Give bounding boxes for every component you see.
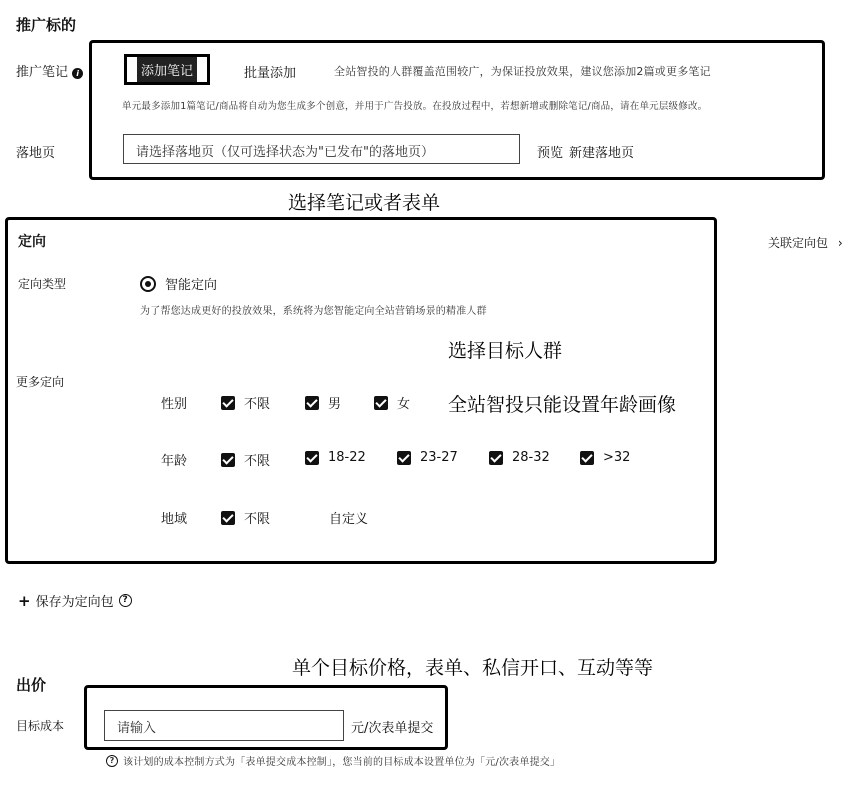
section-title-promo: 推广标的: [16, 16, 77, 34]
type-label: 定向类型: [18, 277, 67, 291]
landing-page-select[interactable]: [123, 134, 520, 164]
bid-tip: 该计划的成本控制方式为「表单提交成本控制」，您当前的目标成本设置单位为「元/次表单提交」: [123, 757, 561, 768]
gender-option-any[interactable]: [221, 393, 270, 412]
age-option-label: 不限: [244, 454, 271, 469]
landing-label: 落地页: [16, 146, 56, 161]
gender-option-label: 女: [397, 397, 411, 412]
smart-tip: 为了帮您达成更好的投放效果，系统将为您智能定向全站营销场景的精准人群: [140, 306, 487, 317]
annotation-age-only: 全站智投只能设置年龄画像: [448, 394, 677, 416]
gender-option-label: 不限: [244, 397, 271, 412]
gender-label: 性别: [161, 397, 188, 412]
info-icon[interactable]: i: [72, 68, 83, 79]
gender-option-label: 男: [328, 397, 342, 412]
gender-option-male[interactable]: [305, 393, 341, 412]
add-note-button[interactable]: [124, 54, 210, 85]
question-circle-icon[interactable]: ?: [119, 594, 132, 607]
linked-pack-label: 关联定向包: [768, 236, 829, 250]
checkbox-checked-icon: [221, 396, 235, 410]
age-option-23-27[interactable]: [397, 450, 458, 465]
target-cost-input[interactable]: [104, 710, 344, 741]
chevron-right-icon: ›: [837, 236, 843, 250]
age-option-any[interactable]: [221, 450, 270, 469]
section-title-targeting: 定向: [18, 234, 46, 250]
more-targeting-label: 更多定向: [16, 375, 65, 389]
save-pack-label: 保存为定向包: [35, 595, 114, 610]
annotation-bid-note: 单个目标价格，表单、私信开口、互动等等: [292, 657, 654, 679]
note-label-row: [16, 61, 83, 80]
checkbox-checked-icon: [221, 511, 235, 525]
gender-option-female[interactable]: [374, 393, 410, 412]
note-tip: 全站智投的人群覆盖范围较广，为保证投放效果，建议您添加2篇或更多笔记: [334, 65, 711, 78]
age-option-label: 18-22: [328, 450, 366, 465]
smart-targeting-radio[interactable]: [140, 274, 217, 293]
checkbox-checked-icon: [221, 453, 235, 467]
checkbox-checked-icon: [305, 396, 319, 410]
checkbox-checked-icon: [305, 451, 319, 465]
section-title-bid: 出价: [16, 676, 47, 694]
linked-pack-link[interactable]: [768, 234, 843, 251]
cost-unit: 元/次表单提交: [351, 721, 434, 736]
checkbox-checked-icon: [489, 451, 503, 465]
checkbox-checked-icon: [374, 396, 388, 410]
age-label: 年龄: [161, 454, 188, 469]
note-label: 推广笔记: [16, 65, 69, 80]
region-label: 地域: [161, 512, 188, 527]
batch-add-link[interactable]: 批量添加: [244, 66, 297, 81]
question-circle-icon: ?: [106, 755, 118, 767]
cost-label: 目标成本: [16, 719, 65, 733]
radio-selected-icon: [140, 276, 156, 292]
age-option-label: 28-32: [512, 450, 550, 465]
unit-tip: 单元最多添加1篇笔记/商品将自动为您生成多个创意，并用于广告投放。在投放过程中，若想新增或删除笔记/商品，请在单元层级修改。: [122, 101, 708, 112]
save-pack-button[interactable]: [18, 591, 132, 610]
plus-icon: +: [18, 591, 31, 610]
annotation-choose-audience: 选择目标人群: [448, 340, 563, 362]
preview-link[interactable]: 预览: [537, 146, 564, 161]
age-option-over-32[interactable]: [580, 450, 630, 465]
new-landing-link[interactable]: 新建落地页: [569, 146, 635, 161]
bid-tip-row: [106, 753, 560, 768]
age-option-28-32[interactable]: [489, 450, 550, 465]
checkbox-checked-icon: [397, 451, 411, 465]
age-option-18-22[interactable]: [305, 450, 366, 465]
add-note-label: 添加笔记: [137, 57, 197, 82]
checkbox-checked-icon: [580, 451, 594, 465]
age-option-label: 23-27: [420, 450, 458, 465]
region-option-any[interactable]: [221, 508, 270, 527]
cost-placeholder: 请输入: [117, 721, 157, 736]
landing-placeholder: 请选择落地页（仅可选择状态为"已发布"的落地页）: [136, 145, 434, 160]
age-option-label: >32: [603, 450, 631, 465]
region-option-label: 不限: [244, 512, 271, 527]
region-custom-option[interactable]: 自定义: [329, 512, 369, 527]
smart-targeting-label: 智能定向: [165, 278, 218, 293]
annotation-choose-note: 选择笔记或者表单: [288, 192, 441, 214]
